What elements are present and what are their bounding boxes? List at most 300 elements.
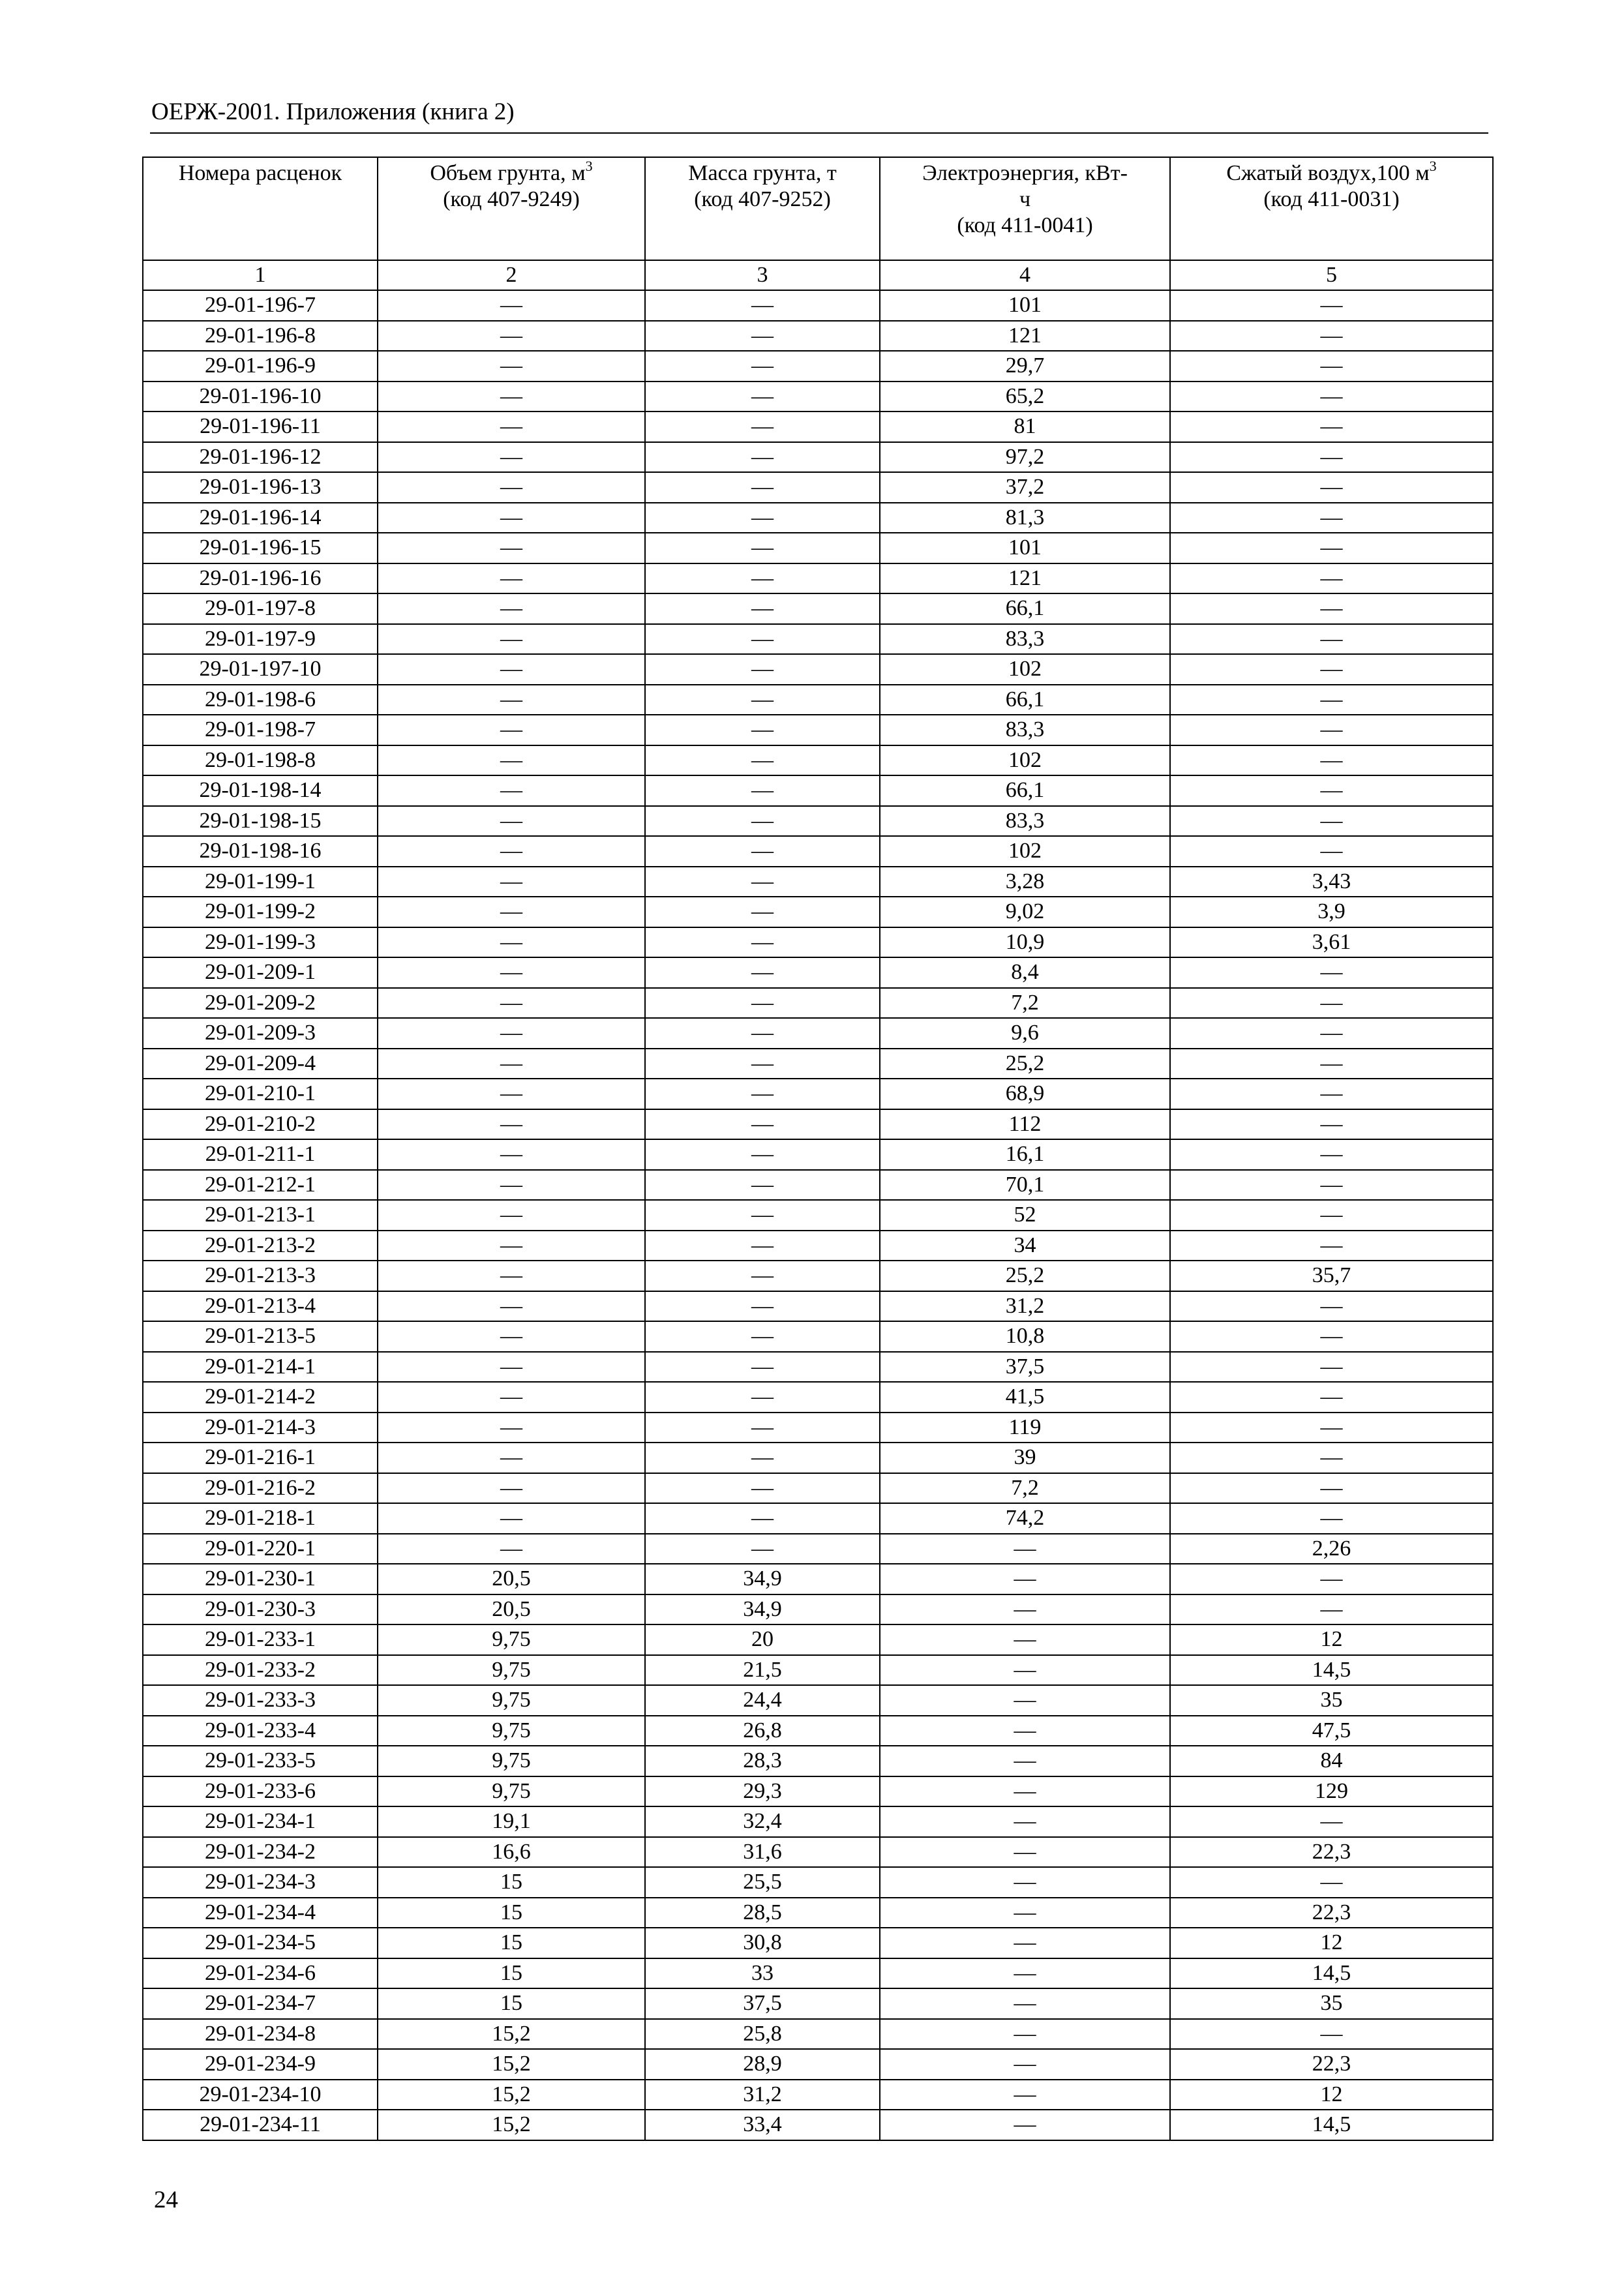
cell-rate-number: 29-01-199-2	[143, 897, 378, 927]
cell-soil-mass: —	[645, 897, 880, 927]
cell-soil-mass: —	[645, 321, 880, 352]
cell-compressed-air: 14,5	[1170, 2110, 1493, 2140]
cell-soil-volume: —	[378, 988, 645, 1019]
column-number: 1	[143, 260, 378, 290]
cell-soil-volume: —	[378, 897, 645, 927]
table-row	[143, 957, 1493, 988]
cell-electricity: —	[880, 1716, 1170, 1746]
cell-soil-volume: —	[378, 1018, 645, 1049]
cell-rate-number: 29-01-216-2	[143, 1473, 378, 1504]
table-row	[143, 563, 1493, 594]
cell-soil-mass: 29,3	[645, 1776, 880, 1807]
page-number: 24	[154, 2187, 178, 2213]
cell-electricity: 37,5	[880, 1352, 1170, 1383]
cell-electricity: —	[880, 1928, 1170, 1958]
cell-rate-number: 29-01-198-7	[143, 715, 378, 745]
cell-soil-volume: —	[378, 1321, 645, 1352]
cell-rate-number: 29-01-233-3	[143, 1685, 378, 1716]
cell-soil-mass: 34,9	[645, 1564, 880, 1594]
cell-soil-volume: —	[378, 836, 645, 867]
cell-rate-number: 29-01-234-7	[143, 1988, 378, 2019]
cell-rate-number: 29-01-196-8	[143, 321, 378, 352]
table-row	[143, 927, 1493, 958]
cell-compressed-air: —	[1170, 382, 1493, 412]
cell-electricity: —	[880, 1685, 1170, 1716]
cell-rate-number: 29-01-210-1	[143, 1079, 378, 1109]
table-row	[143, 1564, 1493, 1594]
column-number: 2	[378, 260, 645, 290]
cell-soil-mass: —	[645, 1291, 880, 1322]
cell-soil-mass: 28,3	[645, 1746, 880, 1776]
cell-rate-number: 29-01-233-1	[143, 1624, 378, 1655]
cell-soil-mass: 25,8	[645, 2019, 880, 2050]
running-header: ОЕРЖ-2001. Приложения (книга 2)	[151, 98, 515, 125]
cell-soil-volume: 15,2	[378, 2080, 645, 2110]
cell-soil-mass: 21,5	[645, 1655, 880, 1686]
cell-soil-mass: —	[645, 1109, 880, 1140]
cell-compressed-air: 2,26	[1170, 1534, 1493, 1564]
cell-soil-mass: —	[645, 1261, 880, 1291]
cell-compressed-air: —	[1170, 290, 1493, 321]
cell-soil-mass: —	[645, 1382, 880, 1413]
cell-soil-volume: —	[378, 745, 645, 776]
column-header-compressed-air: Сжатый воздух,100 $м^3$ (код 411-0031)	[1170, 157, 1493, 260]
cell-soil-volume: 15	[378, 1898, 645, 1928]
cell-electricity: —	[880, 2019, 1170, 2050]
cell-compressed-air: —	[1170, 1382, 1493, 1413]
table-row	[143, 1291, 1493, 1322]
header-rule	[150, 132, 1488, 134]
cell-electricity: —	[880, 1564, 1170, 1594]
cell-electricity: —	[880, 1837, 1170, 1868]
cell-rate-number: 29-01-214-2	[143, 1382, 378, 1413]
cell-soil-mass: —	[645, 836, 880, 867]
column-number: 4	[880, 260, 1170, 290]
cell-soil-volume: —	[378, 1534, 645, 1564]
table-row	[143, 2080, 1493, 2110]
cell-soil-mass: —	[645, 867, 880, 897]
cell-soil-mass: —	[645, 1321, 880, 1352]
rates-table	[142, 157, 1494, 2141]
column-number: 3	[645, 260, 880, 290]
cell-electricity: 83,3	[880, 624, 1170, 655]
cell-soil-volume: 15,2	[378, 2110, 645, 2140]
cell-rate-number: 29-01-234-11	[143, 2110, 378, 2140]
cell-rate-number: 29-01-230-1	[143, 1564, 378, 1594]
cell-compressed-air: —	[1170, 593, 1493, 624]
cell-compressed-air: —	[1170, 1352, 1493, 1383]
cell-rate-number: 29-01-196-10	[143, 382, 378, 412]
cell-soil-volume: 15	[378, 1958, 645, 1989]
table-row	[143, 1655, 1493, 1686]
cell-compressed-air: —	[1170, 685, 1493, 715]
cell-rate-number: 29-01-198-15	[143, 806, 378, 837]
cell-soil-mass: —	[645, 593, 880, 624]
cell-compressed-air: —	[1170, 715, 1493, 745]
table-row	[143, 1139, 1493, 1170]
table-row	[143, 836, 1493, 867]
cell-electricity: 102	[880, 745, 1170, 776]
cell-compressed-air: 47,5	[1170, 1716, 1493, 1746]
cell-compressed-air: —	[1170, 1049, 1493, 1079]
cell-soil-volume: 9,75	[378, 1655, 645, 1686]
cell-electricity: 66,1	[880, 685, 1170, 715]
cell-soil-volume: —	[378, 1413, 645, 1443]
cell-soil-mass: —	[645, 745, 880, 776]
cell-soil-mass: —	[645, 1352, 880, 1383]
cell-soil-mass: 31,6	[645, 1837, 880, 1868]
cell-soil-volume: —	[378, 593, 645, 624]
cell-compressed-air: 35,7	[1170, 1261, 1493, 1291]
cell-electricity: 102	[880, 836, 1170, 867]
cell-electricity: —	[880, 2049, 1170, 2080]
table-row	[143, 1079, 1493, 1109]
cell-soil-mass: —	[645, 1231, 880, 1261]
cell-soil-volume: —	[378, 715, 645, 745]
cell-soil-volume: 15	[378, 1928, 645, 1958]
cell-soil-mass: —	[645, 1413, 880, 1443]
cell-electricity: 112	[880, 1109, 1170, 1140]
cell-soil-volume: —	[378, 927, 645, 958]
cell-compressed-air: —	[1170, 1109, 1493, 1140]
cell-rate-number: 29-01-211-1	[143, 1139, 378, 1170]
cell-compressed-air: 14,5	[1170, 1655, 1493, 1686]
cell-compressed-air: —	[1170, 1170, 1493, 1201]
cell-rate-number: 29-01-198-8	[143, 745, 378, 776]
cell-rate-number: 29-01-218-1	[143, 1503, 378, 1534]
cell-compressed-air: —	[1170, 988, 1493, 1019]
cell-compressed-air: —	[1170, 533, 1493, 563]
cell-electricity: 29,7	[880, 351, 1170, 382]
cell-rate-number: 29-01-210-2	[143, 1109, 378, 1140]
cell-soil-volume: —	[378, 1352, 645, 1383]
cell-soil-volume: —	[378, 1109, 645, 1140]
cell-soil-volume: —	[378, 1382, 645, 1413]
cell-electricity: 7,2	[880, 1473, 1170, 1504]
cell-soil-mass: —	[645, 533, 880, 563]
cell-soil-mass: 37,5	[645, 1988, 880, 2019]
cell-rate-number: 29-01-199-1	[143, 867, 378, 897]
table-row	[143, 1321, 1493, 1352]
cell-compressed-air: —	[1170, 1564, 1493, 1594]
cell-rate-number: 29-01-214-1	[143, 1352, 378, 1383]
cell-soil-mass: —	[645, 715, 880, 745]
cell-soil-volume: —	[378, 290, 645, 321]
cell-electricity: 41,5	[880, 1382, 1170, 1413]
cell-soil-mass: 24,4	[645, 1685, 880, 1716]
table-row	[143, 411, 1493, 442]
table-row	[143, 745, 1493, 776]
cell-soil-volume: —	[378, 957, 645, 988]
table-row	[143, 2049, 1493, 2080]
table-row	[143, 715, 1493, 745]
table-row	[143, 624, 1493, 655]
cell-rate-number: 29-01-213-5	[143, 1321, 378, 1352]
cell-compressed-air: —	[1170, 1594, 1493, 1625]
table-row	[143, 1443, 1493, 1473]
cell-electricity: —	[880, 1776, 1170, 1807]
cell-rate-number: 29-01-234-10	[143, 2080, 378, 2110]
cell-soil-volume: 19,1	[378, 1806, 645, 1837]
cell-compressed-air: —	[1170, 442, 1493, 473]
cell-rate-number: 29-01-233-4	[143, 1716, 378, 1746]
cell-electricity: 8,4	[880, 957, 1170, 988]
cell-electricity: 121	[880, 563, 1170, 594]
table-row	[143, 654, 1493, 685]
cell-rate-number: 29-01-234-3	[143, 1867, 378, 1898]
cell-compressed-air: 22,3	[1170, 1837, 1493, 1868]
cell-soil-mass: —	[645, 472, 880, 503]
cell-soil-mass: —	[645, 988, 880, 1019]
cell-soil-volume: —	[378, 442, 645, 473]
cell-compressed-air: —	[1170, 1867, 1493, 1898]
cell-electricity: 3,28	[880, 867, 1170, 897]
cell-compressed-air: 14,5	[1170, 1958, 1493, 1989]
cell-soil-volume: —	[378, 563, 645, 594]
table-row	[143, 593, 1493, 624]
cell-soil-mass: —	[645, 927, 880, 958]
cell-compressed-air: —	[1170, 321, 1493, 352]
cell-rate-number: 29-01-233-6	[143, 1776, 378, 1807]
cell-electricity: —	[880, 1958, 1170, 1989]
cell-compressed-air: —	[1170, 1018, 1493, 1049]
cell-compressed-air: —	[1170, 745, 1493, 776]
cell-rate-number: 29-01-198-16	[143, 836, 378, 867]
cell-soil-mass: 25,5	[645, 1867, 880, 1898]
cell-soil-mass: —	[645, 411, 880, 442]
cell-soil-mass: —	[645, 1049, 880, 1079]
table-row	[143, 1837, 1493, 1868]
cell-soil-volume: 15	[378, 1867, 645, 1898]
cell-electricity: 101	[880, 290, 1170, 321]
cell-soil-mass: —	[645, 1200, 880, 1231]
cell-compressed-air: 3,43	[1170, 867, 1493, 897]
cell-electricity: 83,3	[880, 715, 1170, 745]
cell-compressed-air: —	[1170, 351, 1493, 382]
cell-soil-volume: —	[378, 1443, 645, 1473]
cell-compressed-air: 35	[1170, 1988, 1493, 2019]
cell-rate-number: 29-01-198-6	[143, 685, 378, 715]
table-row	[143, 1534, 1493, 1564]
cell-rate-number: 29-01-196-11	[143, 411, 378, 442]
cell-soil-mass: 28,5	[645, 1898, 880, 1928]
cell-soil-volume: 9,75	[378, 1776, 645, 1807]
table-row	[143, 1928, 1493, 1958]
cell-electricity: —	[880, 1624, 1170, 1655]
table-row	[143, 1594, 1493, 1625]
cell-electricity: 37,2	[880, 472, 1170, 503]
cell-compressed-air: —	[1170, 1321, 1493, 1352]
cell-rate-number: 29-01-220-1	[143, 1534, 378, 1564]
cell-rate-number: 29-01-213-1	[143, 1200, 378, 1231]
cell-electricity: 34	[880, 1231, 1170, 1261]
cell-electricity: —	[880, 1746, 1170, 1776]
cell-rate-number: 29-01-212-1	[143, 1170, 378, 1201]
cell-electricity: —	[880, 1867, 1170, 1898]
table-row	[143, 1867, 1493, 1898]
cell-electricity: 10,9	[880, 927, 1170, 958]
cell-electricity: 31,2	[880, 1291, 1170, 1322]
cell-compressed-air: 3,61	[1170, 927, 1493, 958]
cell-compressed-air: 84	[1170, 1746, 1493, 1776]
table-row	[143, 806, 1493, 837]
cell-compressed-air: —	[1170, 1413, 1493, 1443]
cell-electricity: 68,9	[880, 1079, 1170, 1109]
cell-soil-volume: —	[378, 321, 645, 352]
cell-electricity: 81,3	[880, 503, 1170, 533]
cell-rate-number: 29-01-213-4	[143, 1291, 378, 1322]
cell-compressed-air: 129	[1170, 1776, 1493, 1807]
cell-compressed-air: 22,3	[1170, 2049, 1493, 2080]
cell-electricity: —	[880, 1594, 1170, 1625]
cell-soil-mass: —	[645, 1170, 880, 1201]
table-row	[143, 2019, 1493, 2050]
cell-soil-volume: —	[378, 1079, 645, 1109]
cell-rate-number: 29-01-197-10	[143, 654, 378, 685]
cell-compressed-air: —	[1170, 1503, 1493, 1534]
table-header-row	[143, 157, 1493, 260]
cell-soil-volume: —	[378, 1139, 645, 1170]
cell-rate-number: 29-01-234-2	[143, 1837, 378, 1868]
cell-compressed-air: 22,3	[1170, 1898, 1493, 1928]
cell-soil-volume: 20,5	[378, 1564, 645, 1594]
cell-compressed-air: 3,9	[1170, 897, 1493, 927]
cell-soil-volume: —	[378, 1049, 645, 1079]
cell-electricity: 52	[880, 1200, 1170, 1231]
table-row	[143, 382, 1493, 412]
cell-rate-number: 29-01-196-13	[143, 472, 378, 503]
cell-compressed-air: —	[1170, 1443, 1493, 1473]
cell-soil-volume: 9,75	[378, 1624, 645, 1655]
cell-rate-number: 29-01-214-3	[143, 1413, 378, 1443]
table-row	[143, 1685, 1493, 1716]
cell-soil-mass: 33,4	[645, 2110, 880, 2140]
table-row	[143, 1231, 1493, 1261]
cell-electricity: 97,2	[880, 442, 1170, 473]
cell-compressed-air: —	[1170, 806, 1493, 837]
table-row	[143, 1776, 1493, 1807]
cell-soil-volume: —	[378, 654, 645, 685]
column-header-electricity: Электроэнергия, кВт- ч (код 411-0041)	[880, 157, 1170, 260]
cell-soil-mass: 30,8	[645, 1928, 880, 1958]
cell-soil-mass: —	[645, 442, 880, 473]
cell-rate-number: 29-01-209-2	[143, 988, 378, 1019]
cell-soil-volume: —	[378, 382, 645, 412]
cell-soil-volume: 15,2	[378, 2049, 645, 2080]
cell-compressed-air: —	[1170, 1473, 1493, 1504]
cell-electricity: 9,02	[880, 897, 1170, 927]
table-row	[143, 1170, 1493, 1201]
table-row	[143, 2110, 1493, 2140]
cell-electricity: 81	[880, 411, 1170, 442]
table-row	[143, 351, 1493, 382]
cell-rate-number: 29-01-213-2	[143, 1231, 378, 1261]
cell-rate-number: 29-01-213-3	[143, 1261, 378, 1291]
cell-soil-mass: —	[645, 351, 880, 382]
cell-soil-mass: —	[645, 1443, 880, 1473]
cell-soil-volume: —	[378, 1170, 645, 1201]
cell-soil-mass: —	[645, 1079, 880, 1109]
cell-compressed-air: —	[1170, 1231, 1493, 1261]
cell-compressed-air: —	[1170, 411, 1493, 442]
cell-soil-volume: —	[378, 775, 645, 806]
cell-rate-number: 29-01-197-9	[143, 624, 378, 655]
cell-soil-mass: —	[645, 1473, 880, 1504]
cell-soil-mass: —	[645, 503, 880, 533]
cell-compressed-air: —	[1170, 1291, 1493, 1322]
cell-soil-volume: —	[378, 806, 645, 837]
cell-compressed-air: —	[1170, 624, 1493, 655]
cell-rate-number: 29-01-196-14	[143, 503, 378, 533]
cell-compressed-air: —	[1170, 775, 1493, 806]
table-row	[143, 775, 1493, 806]
cell-compressed-air: —	[1170, 2019, 1493, 2050]
cell-soil-volume: —	[378, 867, 645, 897]
table-row	[143, 533, 1493, 563]
column-header-soil-volume: Объем грунта, $м^3$ (код 407-9249)	[378, 157, 645, 260]
table-row	[143, 290, 1493, 321]
table-body	[143, 290, 1493, 2140]
table-row	[143, 1503, 1493, 1534]
cell-soil-mass: —	[645, 290, 880, 321]
cell-compressed-air: 12	[1170, 2080, 1493, 2110]
cell-soil-mass: —	[645, 1534, 880, 1564]
cell-rate-number: 29-01-196-16	[143, 563, 378, 594]
cell-rate-number: 29-01-209-4	[143, 1049, 378, 1079]
cell-soil-volume: —	[378, 533, 645, 563]
column-number-row	[143, 260, 1493, 290]
cell-electricity: 66,1	[880, 775, 1170, 806]
cell-electricity: 25,2	[880, 1049, 1170, 1079]
cell-electricity: 74,2	[880, 1503, 1170, 1534]
cell-electricity: 16,1	[880, 1139, 1170, 1170]
table-row	[143, 1716, 1493, 1746]
cell-compressed-air: —	[1170, 957, 1493, 988]
table-row	[143, 472, 1493, 503]
table-row	[143, 1473, 1493, 1504]
cell-electricity: 9,6	[880, 1018, 1170, 1049]
table-row	[143, 1988, 1493, 2019]
cell-rate-number: 29-01-196-15	[143, 533, 378, 563]
cell-rate-number: 29-01-233-2	[143, 1655, 378, 1686]
cell-soil-mass: —	[645, 1018, 880, 1049]
cell-soil-volume: —	[378, 472, 645, 503]
cell-soil-mass: —	[645, 806, 880, 837]
cell-soil-volume: 15	[378, 1988, 645, 2019]
cell-soil-mass: —	[645, 654, 880, 685]
cell-rate-number: 29-01-209-3	[143, 1018, 378, 1049]
cell-soil-volume: —	[378, 624, 645, 655]
cell-soil-mass: —	[645, 775, 880, 806]
cell-soil-volume: 15,2	[378, 2019, 645, 2050]
table-row	[143, 503, 1493, 533]
cell-compressed-air: 35	[1170, 1685, 1493, 1716]
cell-electricity: —	[880, 1898, 1170, 1928]
cell-soil-volume: —	[378, 351, 645, 382]
cell-soil-mass: 33	[645, 1958, 880, 1989]
cell-electricity: —	[880, 2080, 1170, 2110]
table-row	[143, 1018, 1493, 1049]
table-row	[143, 1200, 1493, 1231]
cell-rate-number: 29-01-197-8	[143, 593, 378, 624]
cell-soil-volume: —	[378, 1473, 645, 1504]
cell-soil-volume: —	[378, 411, 645, 442]
column-number: 5	[1170, 260, 1493, 290]
cell-compressed-air: —	[1170, 472, 1493, 503]
cell-compressed-air: —	[1170, 1806, 1493, 1837]
cell-electricity: 119	[880, 1413, 1170, 1443]
cell-compressed-air: 12	[1170, 1928, 1493, 1958]
